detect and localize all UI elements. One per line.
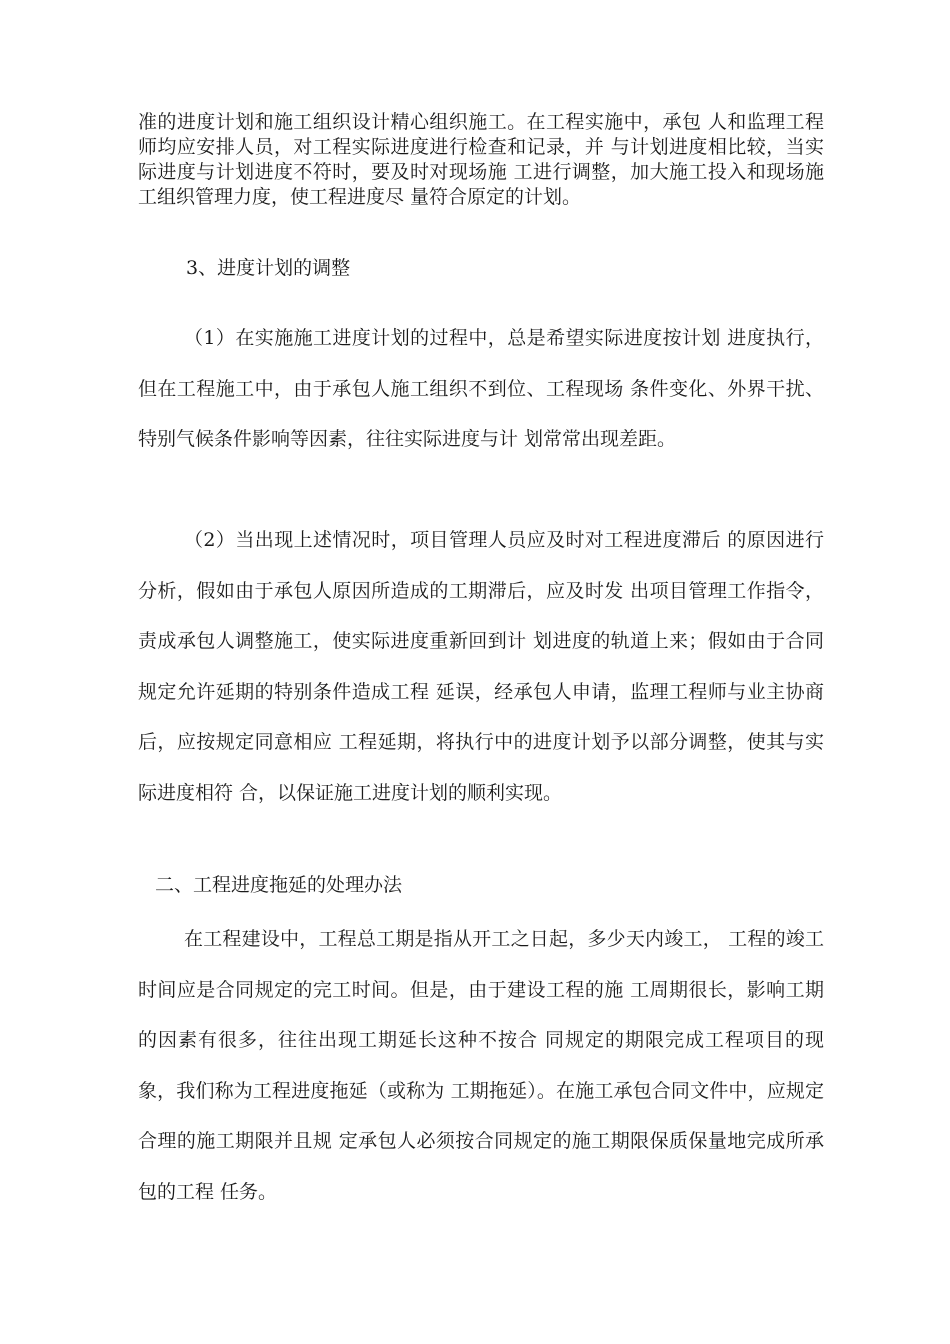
- paragraph-adjustment-2: （2）当出现上述情况时，项目管理人员应及时对工程进度滞后 的原因进行分析，假如由于承包人原因所造成的工期滞后，应及时发 出项目管理工作指令，责成承包人调整施工，使实际进度重新回到计 划进度的轨道上来；假如由于合同规定允许延期的特别条件造成工程 延误，经承包人申请，监理工程师与业主协商后，应按规定同意相应 工程延期，将执行中的进度计划予以部分调整，使其与实际进度相符 合，以保证施工进度计划的顺利实现。: [138, 529, 824, 804]
- paragraph-adjustment-1: （1）在实施施工进度计划的过程中，总是希望实际进度按计划 进度执行，但在工程施工中，由于承包人施工组织不到位、工程现场 条件变化、外界干扰、特别气候条件影响等因素，往往实际进度与计 划常常出现差距。: [138, 327, 824, 450]
- paragraph-delay: 在工程建设中，工程总工期是指从开工之日起，多少天内竣工， 工程的竣工时间应是合同规定的完工时间。但是，由于建设工程的施 工周期很长，影响工期的因素有很多，往往出现工期延长这种不按合 同规定的期限完成工程项目的现象，我们称为工程进度拖延（或称为 工期拖延）。在施工承包合同文件中，应规定合理的施工期限并且规 定承包人必须按合同规定的施工期限保质保量地完成所承包的工程 任务。: [138, 928, 824, 1203]
- section-heading-delay-handling: 二、工程进度拖延的处理办法: [155, 874, 403, 896]
- intro-paragraph: 准的进度计划和施工组织设计精心组织施工。在工程实施中，承包 人和监理工程师均应安排人员，对工程实际进度进行检查和记录，并 与计划进度相比较，当实际进度与计划进度不符时，要及时对现场施 工进行调整，加大施工投入和现场施工组织管理力度，使工程进度尽 量符合原定的计划。: [138, 111, 824, 208]
- section-heading-progress-adjustment: 3、进度计划的调整: [186, 257, 351, 279]
